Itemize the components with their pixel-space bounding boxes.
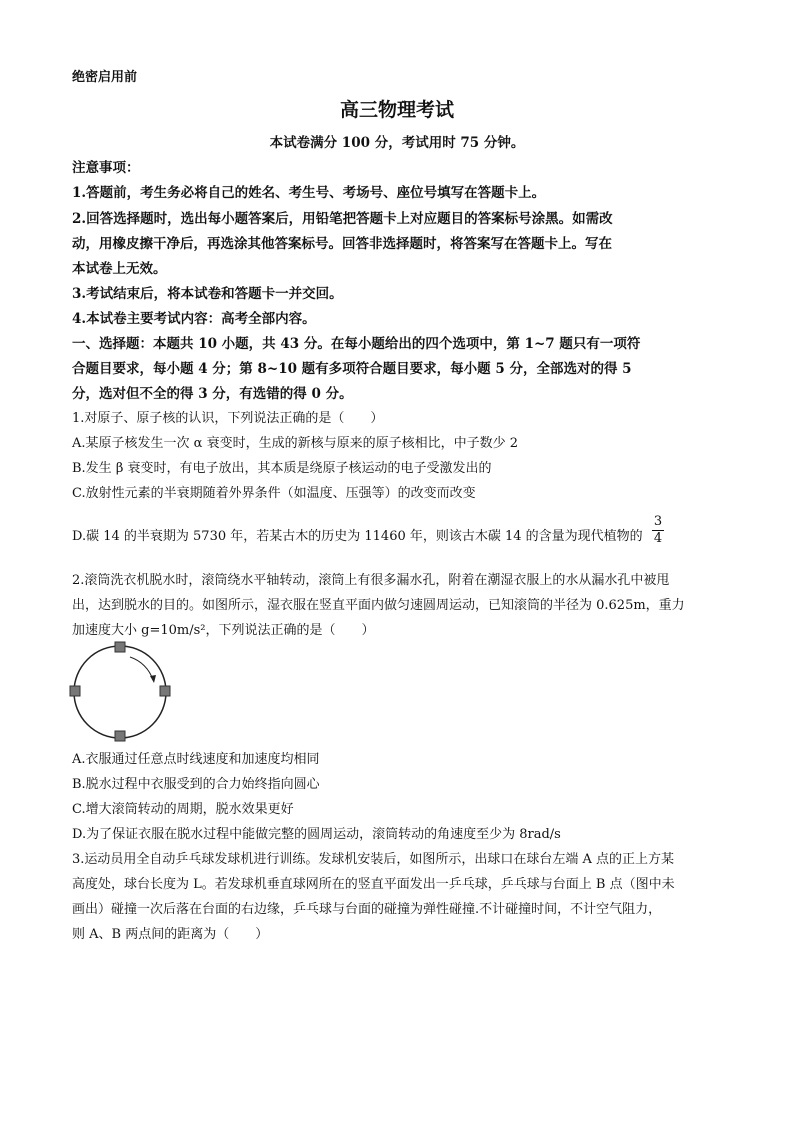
note-4: 4.本试卷主要考试内容：高考全部内容。	[72, 311, 316, 327]
note-2-line-3: 本试卷上无效。	[72, 261, 167, 277]
section-1-line-1: 一、选择题：本题共 10 小题，共 43 分。在每小题给出的四个选项中，第 1~7 题只有一项符	[72, 336, 641, 352]
q1-option-a: A.某原子核发生一次 α 衰变时，生成的新核与原来的原子核相比，中子数少 2	[72, 436, 518, 451]
confidential-label: 绝密启用前	[72, 70, 138, 85]
q2-line-2: 出，达到脱水的目的。如图所示，湿衣服在竖直平面内做匀速圆周运动，已知滚筒的半径为 0.625m，重力	[72, 598, 685, 613]
exam-title: 高三物理考试	[339, 99, 454, 121]
section-1-line-2: 合题目要求，每小题 4 分；第 8~10 题有多项符合题目要求，每小题 5 分，全部选对的得 5	[72, 361, 632, 377]
q3-line-1: 3.运动员用全自动乒乓球发球机进行训练。发球机安装后，如图所示，出球口在球台左端 A 点的正上方某	[72, 852, 675, 867]
q2-option-d: D.为了保证衣服在脱水过程中能做完整的圆周运动，滚筒转动的角速度至少为 8rad/s	[72, 827, 561, 842]
q2-option-c: C.增大滚筒转动的周期，脱水效果更好	[72, 802, 294, 817]
q2-option-a: A.衣服通过任意点时线速度和加速度均相同	[72, 752, 320, 767]
q3-line-4: 则 A、B 两点间的距离为（ ）	[72, 927, 269, 942]
drum-circle	[74, 646, 166, 738]
drum-diagram	[66, 640, 186, 750]
rotation-arrow-arc	[130, 657, 153, 680]
q3-line-2: 高度处，球台长度为 L。若发球机垂直球网所在的竖直平面发出一乒乓球，乒乓球与台面上 B 点（图中未	[72, 877, 675, 892]
q2-line-1: 2.滚筒洗衣机脱水时，滚筒绕水平轴转动，滚筒上有很多漏水孔，附着在潮湿衣服上的水从漏水孔中被甩	[72, 573, 670, 588]
note-1: 1.答题前，考生务必将自己的姓名、考生号、考场号、座位号填写在答题卡上。	[72, 185, 546, 201]
note-3: 3.考试结束后，将本试卷和答题卡一并交回。	[72, 286, 343, 302]
q2-option-b: B.脱水过程中衣服受到的合力始终指向圆心	[72, 777, 320, 792]
clothes-left	[70, 686, 80, 696]
q3-line-3: 画出）碰撞一次后落在台面的右边缘，乒乓球与台面的碰撞为弹性碰撞.不计碰撞时间，不计空气阻力，	[72, 902, 662, 917]
rotation-arrowhead-icon	[150, 675, 156, 683]
clothes-bottom	[115, 731, 125, 741]
q1-option-c: C.放射性元素的半衰期随着外界条件（如温度、压强等）的改变而改变	[72, 486, 476, 501]
q1-option-b: B.发生 β 衰变时，有电子放出，其本质是绕原子核运动的电子受激发出的	[72, 461, 492, 476]
clothes-right	[160, 686, 170, 696]
fraction-numerator: 3	[653, 514, 663, 529]
q1-option-d-fraction	[652, 515, 664, 546]
note-2-line-2: 动，用橡皮擦干净后，再选涂其他答案标号。回答非选择题时，将答案写在答题卡上。写在	[72, 236, 612, 252]
q1-stem: 1.对原子、原子核的认识，下列说法正确的是（ ）	[72, 411, 384, 426]
exam-subtitle: 本试卷满分 100 分，考试用时 75 分钟。	[269, 135, 525, 151]
q2-line-3: 加速度大小 g=10m/s²，下列说法正确的是（ ）	[72, 623, 375, 638]
section-1-line-3: 分，选对但不全的得 3 分，有选错的得 0 分。	[72, 386, 353, 402]
q1-option-d: D.碳 14 的半衰期为 5730 年，若某古木的历史为 11460 年，则该古木碳 14 的含量为现代植物的	[72, 529, 643, 544]
fraction-denominator: 4	[653, 531, 663, 546]
clothes-top	[115, 642, 125, 652]
notes-heading: 注意事项：	[72, 160, 140, 176]
note-2-line-1: 2.回答选择题时，选出每小题答案后，用铅笔把答题卡上对应题目的答案标号涂黑。如需改	[72, 211, 613, 227]
